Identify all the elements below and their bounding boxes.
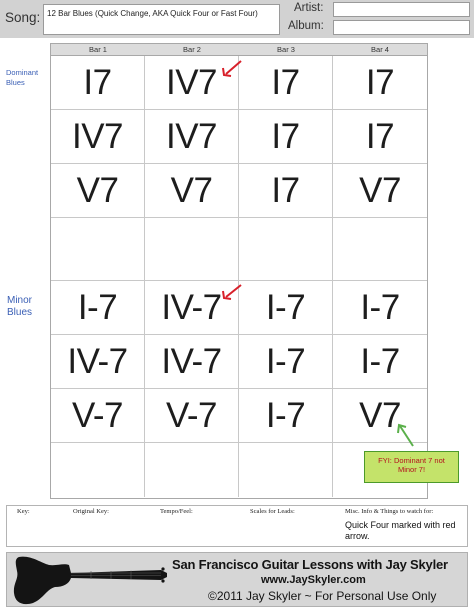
quick-four-arrow-icon [223, 61, 241, 76]
chord-cell[interactable]: I-7 [239, 335, 333, 389]
chord-cell[interactable]: I-7 [239, 389, 333, 443]
fyi-line2: Minor 7! [397, 465, 426, 474]
bar-header-1: Bar 1 [89, 45, 107, 54]
chord-cell[interactable]: I7 [239, 110, 333, 164]
fyi-line1: FYI: Dominant 7 not [378, 456, 445, 465]
original-key-label: Original Key: [73, 508, 109, 515]
footer-copyright: ©2011 Jay Skyler ~ For Personal Use Only [208, 589, 437, 603]
chord-cell[interactable]: I7 [239, 164, 333, 218]
footer-url-link[interactable]: www.JaySkyler.com [261, 574, 366, 586]
song-field[interactable]: 12 Bar Blues (Quick Change, AKA Quick Four or Fast Four) [43, 4, 280, 35]
chord-cell[interactable]: V7 [51, 164, 145, 218]
chord-cell[interactable]: IV-7 [145, 281, 239, 335]
chord-cell[interactable]: I7 [239, 56, 333, 110]
chord-cell[interactable]: IV7 [145, 110, 239, 164]
key-label: Key: [17, 508, 30, 515]
album-label: Album: [288, 20, 324, 32]
chord-cell[interactable]: IV-7 [51, 335, 145, 389]
song-label: Song: [5, 10, 41, 25]
chord-cell[interactable]: I7 [333, 56, 427, 110]
chord-cell[interactable]: IV-7 [145, 335, 239, 389]
info-row [6, 505, 468, 547]
footer-title: San Francisco Guitar Lessons with Jay Skyler [172, 557, 448, 572]
chord-cell[interactable]: I-7 [239, 281, 333, 335]
chord-cell[interactable]: V-7 [51, 389, 145, 443]
minor-label-line2: Blues [7, 307, 33, 318]
chord-cell[interactable]: V7 [333, 164, 427, 218]
chord-cell[interactable]: I-7 [333, 281, 427, 335]
misc-note: Quick Four marked with red arrow. [345, 520, 456, 541]
chord-cell[interactable]: V7 [145, 164, 239, 218]
footer-banner [6, 552, 468, 607]
fyi-arrow-icon [398, 425, 413, 446]
guitar-icon [11, 553, 169, 607]
bar-header-3: Bar 3 [277, 45, 295, 54]
chord-cell[interactable]: V7 [333, 389, 427, 443]
dominant-label-line1: Dominant [6, 68, 39, 77]
chord-cell[interactable]: I7 [51, 56, 145, 110]
chord-cell[interactable]: I-7 [51, 281, 145, 335]
tempo-label: Tempo/Feel: [160, 508, 193, 515]
chord-cell[interactable]: IV7 [145, 56, 239, 110]
misc-label: Misc. Info & Things to watch for: [345, 508, 434, 515]
chord-cell[interactable]: I7 [333, 110, 427, 164]
bar-header-4: Bar 4 [371, 45, 389, 54]
chord-cell[interactable]: I-7 [333, 335, 427, 389]
chord-cell[interactable]: V-7 [145, 389, 239, 443]
fyi-callout [364, 451, 459, 483]
artist-label: Artist: [294, 2, 324, 14]
chord-cell[interactable]: IV7 [51, 110, 145, 164]
dominant-label-line2: Blues [6, 78, 25, 87]
scales-label: Scales for Leads: [250, 508, 295, 515]
bar-header-2: Bar 2 [183, 45, 201, 54]
quick-four-minor-arrow-icon [223, 285, 241, 299]
minor-label-line1: Minor [7, 295, 33, 306]
